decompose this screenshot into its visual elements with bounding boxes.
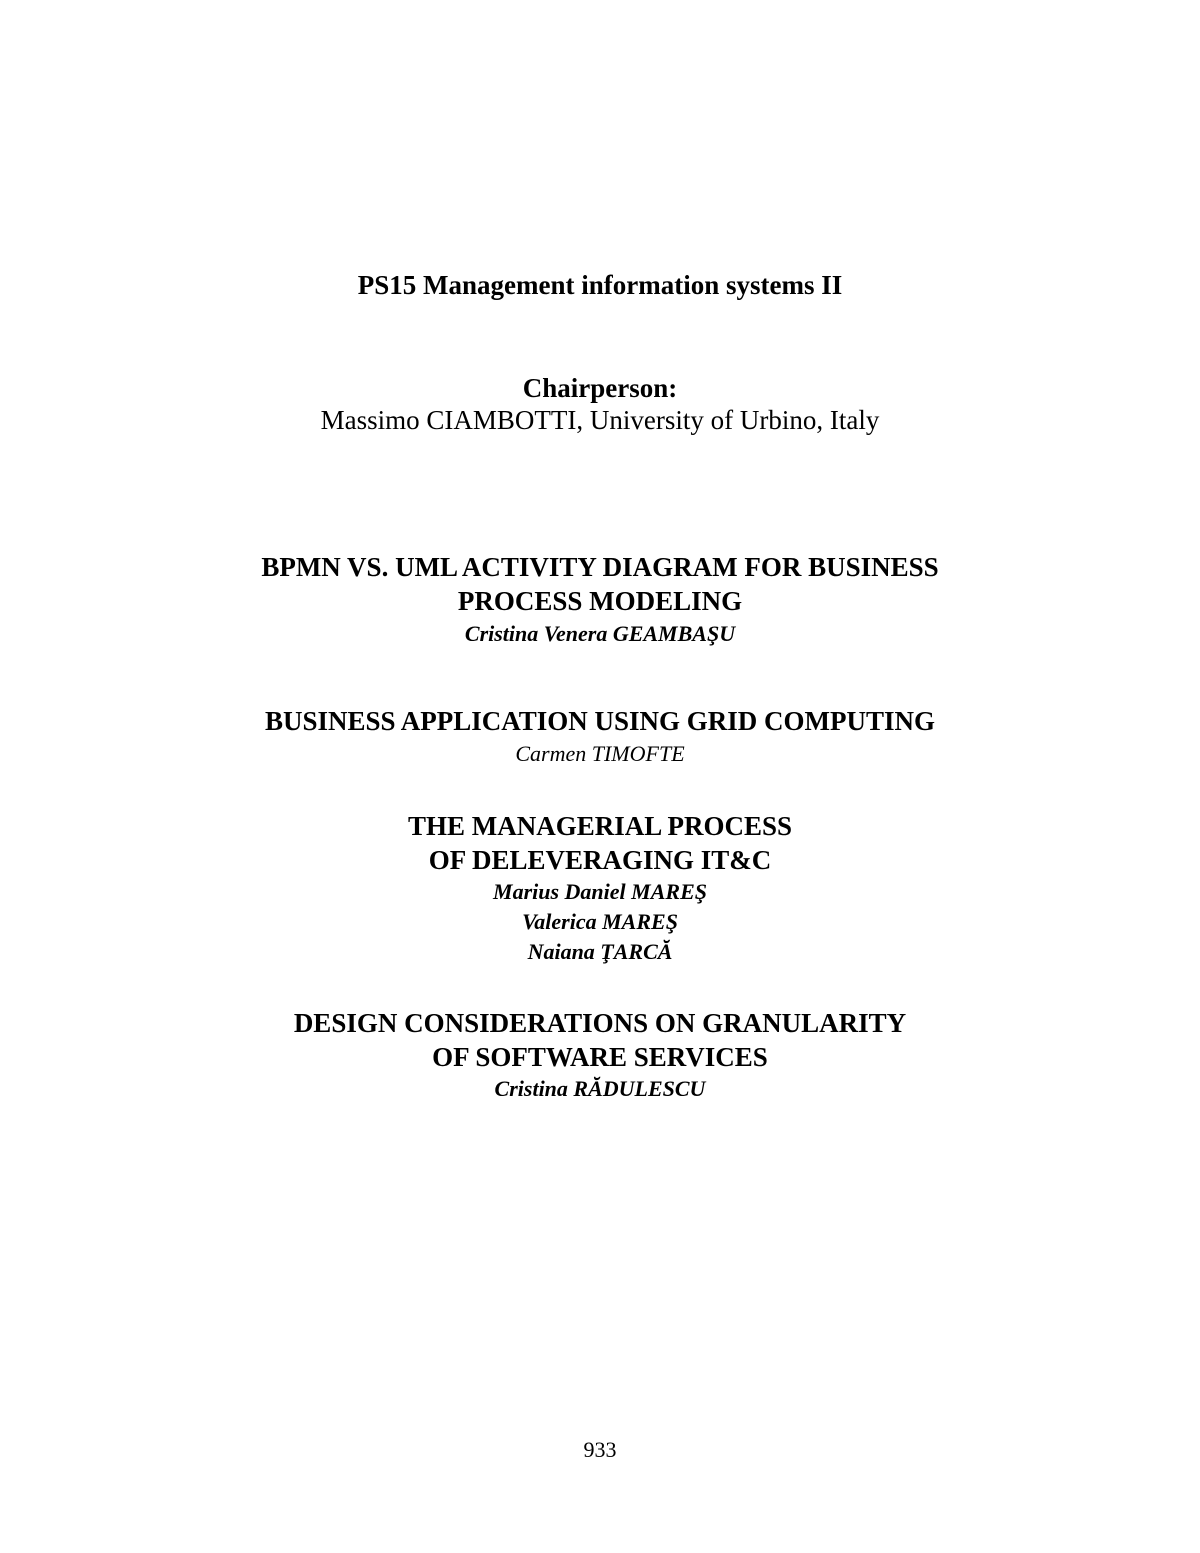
paper-3-author-1: Marius Daniel MAREŞ	[493, 879, 707, 904]
page-number: 933	[583, 1437, 617, 1462]
paper-2-author-1: Carmen TIMOFTE	[515, 741, 685, 766]
paper-1-title-line-2: PROCESS MODELING	[457, 586, 743, 616]
chairperson-label: Chairperson:	[522, 373, 678, 403]
paper-2-title-line-1: BUSINESS APPLICATION USING GRID COMPUTING	[264, 706, 936, 736]
paper-1-title-line-1: BPMN VS. UML ACTIVITY DIAGRAM FOR BUSINESS	[261, 552, 939, 582]
paper-3-title-line-1: THE MANAGERIAL PROCESS	[407, 811, 793, 841]
session-title: PS15 Management information systems II	[357, 270, 843, 300]
paper-4-title-line-2: OF SOFTWARE SERVICES	[432, 1042, 768, 1072]
paper-4-title-line-1: DESIGN CONSIDERATIONS ON GRANULARITY	[293, 1008, 907, 1038]
paper-1-author-1: Cristina Venera GEAMBAŞU	[464, 621, 736, 646]
chairperson-name: Massimo CIAMBOTTI, University of Urbino, Italy	[320, 405, 880, 435]
paper-4-author-1: Cristina RĂDULESCU	[494, 1076, 706, 1101]
paper-3-author-2: Valerica MAREŞ	[522, 909, 678, 934]
paper-3-author-3: Naiana ŢARCĂ	[527, 939, 673, 964]
paper-3-title-line-2: OF DELEVERAGING IT&C	[428, 845, 772, 875]
